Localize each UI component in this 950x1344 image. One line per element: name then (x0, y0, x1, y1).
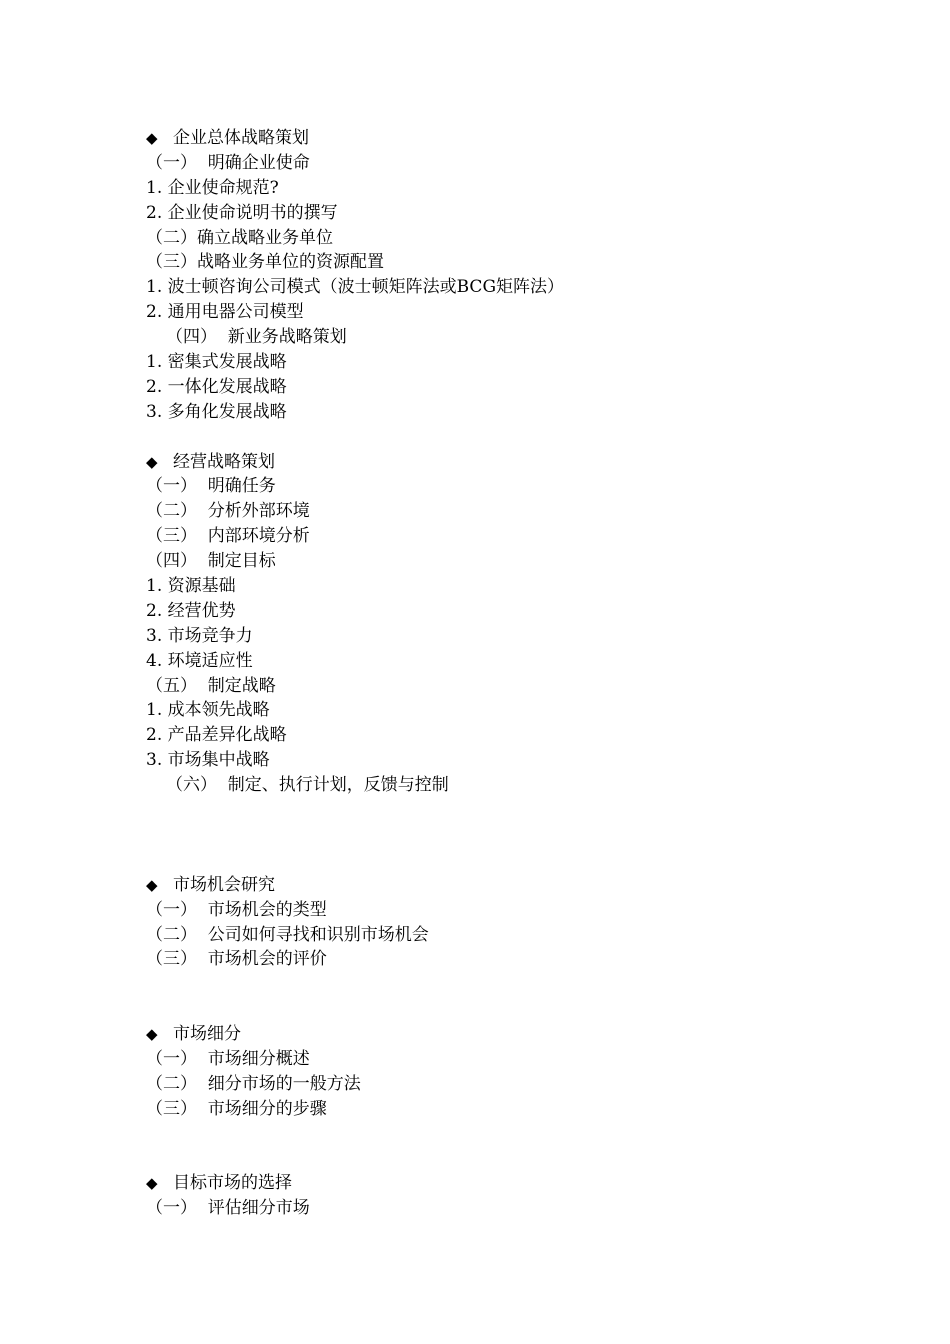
spacer (146, 823, 846, 848)
outline-line: 2. 企业使命说明书的撰写 (146, 202, 338, 223)
diamond-bullet-icon: ◆ (146, 129, 158, 147)
outline-line: 2. 通用电器公司模型 (146, 302, 304, 323)
spacer (146, 997, 846, 1022)
outline-line: （一） 市场机会的类型 (146, 899, 327, 920)
spacer (146, 1122, 846, 1147)
section-heading: ◆ 市场机会研究 (146, 873, 846, 898)
outline-line: （一） 评估细分市场 (146, 1198, 310, 1219)
spacer (146, 972, 846, 997)
spacer (146, 798, 846, 823)
outline-line: （二） 细分市场的一般方法 (146, 1073, 361, 1094)
outline-line: 4. 环境适应性 (146, 650, 253, 671)
outline-line: （二）确立战略业务单位 (146, 227, 333, 248)
outline-line: （三） 市场机会的评价 (146, 949, 327, 970)
outline-line: （五） 制定战略 (146, 675, 276, 696)
diamond-bullet-icon: ◆ (146, 875, 158, 894)
outline-line: 3. 多角化发展战略 (146, 401, 287, 422)
outline (146, 126, 846, 1221)
outline-line: （一） 明确企业使命 (146, 152, 310, 173)
outline-line: （三） 市场细分的步骤 (146, 1098, 327, 1119)
outline-line: 3. 市场集中战略 (146, 750, 270, 771)
outline-line: （六） 制定、执行计划，反馈与控制 (166, 775, 449, 796)
spacer (146, 425, 846, 450)
outline-line: 1. 波士顿咨询公司模式（波士顿矩阵法或BCG矩阵法） (146, 277, 565, 298)
spacer (146, 848, 846, 873)
outline-line: 3. 市场竞争力 (146, 625, 253, 646)
outline-line: （一） 市场细分概述 (146, 1048, 310, 1069)
outline-line: 1. 企业使命规范? (146, 177, 279, 198)
outline-line: （二） 公司如何寻找和识别市场机会 (146, 924, 429, 945)
outline-line: 2. 经营优势 (146, 600, 236, 621)
section-heading: ◆ 目标市场的选择 (146, 1171, 846, 1196)
outline-line: 2. 一体化发展战略 (146, 376, 287, 397)
outline-line: （三） 内部环境分析 (146, 526, 310, 547)
outline-line: 2. 产品差异化战略 (146, 725, 287, 746)
spacer (146, 1147, 846, 1172)
diamond-bullet-icon: ◆ (146, 1174, 158, 1193)
outline-line: （一） 明确任务 (146, 476, 276, 497)
outline-line: （三）战略业务单位的资源配置 (146, 252, 384, 273)
section-heading: ◆ 经营战略策划 (146, 450, 846, 475)
outline-line: 1. 密集式发展战略 (146, 352, 287, 373)
diamond-bullet-icon: ◆ (146, 1025, 158, 1044)
section-heading: ◆ 市场细分 (146, 1022, 846, 1047)
outline-line: 1. 成本领先战略 (146, 700, 270, 721)
section-heading: ◆ 企业总体战略策划 (146, 126, 846, 151)
diamond-bullet-icon: ◆ (146, 452, 158, 471)
outline-line: 1. 资源基础 (146, 576, 236, 597)
outline-line: （四） 制定目标 (146, 551, 276, 572)
outline-line: （二） 分析外部环境 (146, 501, 310, 522)
outline-line: （四） 新业务战略策划 (166, 327, 347, 348)
